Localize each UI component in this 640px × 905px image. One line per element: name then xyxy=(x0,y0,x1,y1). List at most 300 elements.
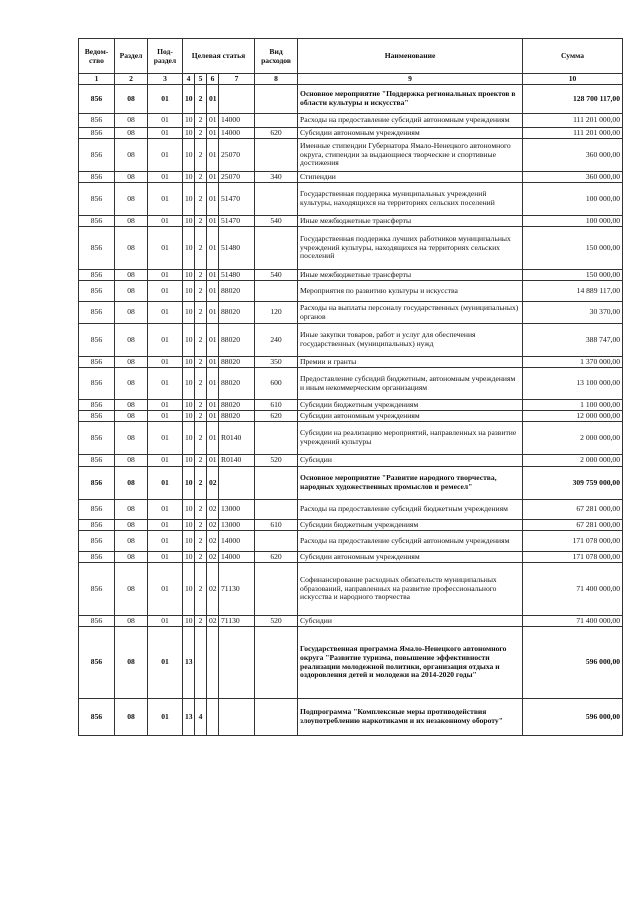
cell-target-program: 10 xyxy=(183,216,195,227)
cell-sum: 100 000,00 xyxy=(523,183,623,216)
cell-ved: 856 xyxy=(79,114,115,128)
cell-name: Иные межбюджетные трансферты xyxy=(298,216,523,227)
cell-name: Субсидии бюджетным учреждениям xyxy=(298,400,523,411)
cell-sum: 13 100 000,00 xyxy=(523,368,623,400)
cell-target-subprogram: 2 xyxy=(195,368,207,400)
cell-target-event: 01 xyxy=(207,357,219,368)
cell-podrazdel: 01 xyxy=(148,563,183,616)
cell-name: Субсидии xyxy=(298,616,523,627)
cell-target-code: 14000 xyxy=(219,552,255,563)
cell-target-program: 10 xyxy=(183,467,195,500)
cell-razdel: 08 xyxy=(115,627,148,699)
cell-ved: 856 xyxy=(79,324,115,357)
cell-target-subprogram: 2 xyxy=(195,616,207,627)
cell-razdel: 08 xyxy=(115,357,148,368)
cell-target-event: 01 xyxy=(207,411,219,422)
table-row xyxy=(79,500,623,520)
cell-podrazdel: 01 xyxy=(148,368,183,400)
cell-sum: 67 281 000,00 xyxy=(523,520,623,531)
cell-sum: 100 000,00 xyxy=(523,216,623,227)
table-row xyxy=(79,183,623,216)
cell-target-subprogram: 2 xyxy=(195,563,207,616)
cell-target-subprogram: 2 xyxy=(195,85,207,114)
header-podrazdel: Под-раздел xyxy=(148,39,183,74)
cell-name: Расходы на выплаты персоналу государственных (муниципальных) органов xyxy=(298,302,523,324)
cell-target-subprogram: 2 xyxy=(195,216,207,227)
cell-razdel: 08 xyxy=(115,128,148,139)
cell-vid xyxy=(255,422,298,455)
cell-sum: 1 370 000,00 xyxy=(523,357,623,368)
cell-podrazdel: 01 xyxy=(148,627,183,699)
cell-razdel: 08 xyxy=(115,552,148,563)
cell-target-event: 02 xyxy=(207,552,219,563)
cell-podrazdel: 01 xyxy=(148,183,183,216)
cell-target-event: 02 xyxy=(207,616,219,627)
cell-target-subprogram: 2 xyxy=(195,139,207,172)
cell-razdel: 08 xyxy=(115,563,148,616)
cell-sum: 596 000,00 xyxy=(523,699,623,736)
cell-target-code xyxy=(219,699,255,736)
cell-podrazdel: 01 xyxy=(148,699,183,736)
table-row xyxy=(79,627,623,699)
cell-ved: 856 xyxy=(79,552,115,563)
cell-target-program: 10 xyxy=(183,531,195,552)
table-row xyxy=(79,128,623,139)
cell-ved: 856 xyxy=(79,411,115,422)
header-row xyxy=(79,39,623,74)
header-target: Целевая статья xyxy=(183,39,255,74)
cell-sum: 67 281 000,00 xyxy=(523,500,623,520)
cell-target-subprogram xyxy=(195,627,207,699)
table-row xyxy=(79,520,623,531)
cell-vid xyxy=(255,114,298,128)
cell-target-program: 10 xyxy=(183,270,195,281)
cell-razdel: 08 xyxy=(115,114,148,128)
col-number: 5 xyxy=(195,74,207,85)
col-number: 7 xyxy=(219,74,255,85)
table-row xyxy=(79,531,623,552)
cell-target-code: 88020 xyxy=(219,368,255,400)
table-row xyxy=(79,411,623,422)
cell-target-code xyxy=(219,627,255,699)
cell-razdel: 08 xyxy=(115,411,148,422)
cell-podrazdel: 01 xyxy=(148,216,183,227)
cell-target-event: 01 xyxy=(207,281,219,302)
cell-target-subprogram: 2 xyxy=(195,467,207,500)
cell-target-code: 71130 xyxy=(219,563,255,616)
cell-name: Софинансирование расходных обязательств муниципальных образований, направленных на развитие профессионального искусства и народного творчества xyxy=(298,563,523,616)
table-row xyxy=(79,368,623,400)
cell-podrazdel: 01 xyxy=(148,467,183,500)
cell-podrazdel: 01 xyxy=(148,357,183,368)
cell-razdel: 08 xyxy=(115,216,148,227)
cell-razdel: 08 xyxy=(115,616,148,627)
cell-target-program: 10 xyxy=(183,357,195,368)
table-row xyxy=(79,552,623,563)
cell-ved: 856 xyxy=(79,368,115,400)
header-vid: Вид расходов xyxy=(255,39,298,74)
header-name: Наименование xyxy=(298,39,523,74)
cell-sum: 71 400 000,00 xyxy=(523,616,623,627)
cell-sum: 111 201 000,00 xyxy=(523,114,623,128)
cell-vid xyxy=(255,281,298,302)
cell-target-event xyxy=(207,699,219,736)
cell-name: Мероприятия по развитию культуры и искусства xyxy=(298,281,523,302)
cell-razdel: 08 xyxy=(115,281,148,302)
cell-vid: 600 xyxy=(255,368,298,400)
col-number: 2 xyxy=(115,74,148,85)
cell-target-code: 25070 xyxy=(219,139,255,172)
cell-target-program: 13 xyxy=(183,627,195,699)
cell-target-code: 14000 xyxy=(219,531,255,552)
cell-podrazdel: 01 xyxy=(148,422,183,455)
cell-target-subprogram: 2 xyxy=(195,520,207,531)
cell-target-code: 25070 xyxy=(219,172,255,183)
col-number: 9 xyxy=(298,74,523,85)
cell-razdel: 08 xyxy=(115,227,148,270)
table-row xyxy=(79,422,623,455)
table-row xyxy=(79,357,623,368)
cell-ved: 856 xyxy=(79,531,115,552)
cell-target-code xyxy=(219,85,255,114)
cell-sum: 1 100 000,00 xyxy=(523,400,623,411)
cell-name: Расходы на предоставление субсидий автономным учреждениям xyxy=(298,114,523,128)
table-row xyxy=(79,467,623,500)
cell-name: Предоставление субсидий бюджетным, автономным учреждениям и иным некоммерческим организациям xyxy=(298,368,523,400)
cell-target-code: R0140 xyxy=(219,455,255,467)
cell-target-event: 01 xyxy=(207,114,219,128)
table-row xyxy=(79,139,623,172)
cell-vid xyxy=(255,500,298,520)
cell-podrazdel: 01 xyxy=(148,281,183,302)
cell-target-subprogram: 2 xyxy=(195,183,207,216)
cell-ved: 856 xyxy=(79,616,115,627)
cell-target-program: 10 xyxy=(183,411,195,422)
cell-target-subprogram: 2 xyxy=(195,302,207,324)
cell-target-program: 10 xyxy=(183,563,195,616)
col-number: 4 xyxy=(183,74,195,85)
cell-target-event: 02 xyxy=(207,531,219,552)
cell-target-program: 10 xyxy=(183,616,195,627)
cell-name: Субсидии бюджетным учреждениям xyxy=(298,520,523,531)
cell-sum: 150 000,00 xyxy=(523,227,623,270)
cell-sum: 30 370,00 xyxy=(523,302,623,324)
cell-target-event: 01 xyxy=(207,139,219,172)
cell-ved: 856 xyxy=(79,400,115,411)
cell-podrazdel: 01 xyxy=(148,270,183,281)
cell-sum: 309 759 000,00 xyxy=(523,467,623,500)
cell-podrazdel: 01 xyxy=(148,324,183,357)
table-row xyxy=(79,455,623,467)
cell-name: Премии и гранты xyxy=(298,357,523,368)
cell-podrazdel: 01 xyxy=(148,455,183,467)
cell-ved: 856 xyxy=(79,455,115,467)
table-row xyxy=(79,227,623,270)
cell-name: Основное мероприятие "Поддержка региональных проектов в области культуры и искусства" xyxy=(298,85,523,114)
cell-name: Субсидии xyxy=(298,455,523,467)
cell-vid xyxy=(255,467,298,500)
cell-target-subprogram: 2 xyxy=(195,552,207,563)
cell-target-program: 10 xyxy=(183,302,195,324)
cell-ved: 856 xyxy=(79,281,115,302)
cell-ved: 856 xyxy=(79,216,115,227)
cell-target-code: 71130 xyxy=(219,616,255,627)
cell-target-program: 10 xyxy=(183,520,195,531)
cell-sum: 71 400 000,00 xyxy=(523,563,623,616)
cell-podrazdel: 01 xyxy=(148,400,183,411)
cell-name: Государственная программа Ямало-Ненецкого автономного округа "Развитие туризма, повышение эффективности реализации молодежной политики, организация отдыха и оздоровления детей и молодежи на 2014-2020 годы" xyxy=(298,627,523,699)
table-row xyxy=(79,85,623,114)
cell-name: Субсидии автономным учреждениям xyxy=(298,552,523,563)
cell-vid: 120 xyxy=(255,302,298,324)
cell-vid xyxy=(255,139,298,172)
table-row xyxy=(79,281,623,302)
cell-razdel: 08 xyxy=(115,183,148,216)
col-number: 10 xyxy=(523,74,623,85)
col-number: 8 xyxy=(255,74,298,85)
cell-podrazdel: 01 xyxy=(148,531,183,552)
cell-name: Расходы на предоставление субсидий автономным учреждениям xyxy=(298,531,523,552)
cell-razdel: 08 xyxy=(115,422,148,455)
cell-podrazdel: 01 xyxy=(148,114,183,128)
cell-podrazdel: 01 xyxy=(148,552,183,563)
cell-target-program: 10 xyxy=(183,400,195,411)
cell-ved: 856 xyxy=(79,500,115,520)
cell-target-program: 10 xyxy=(183,114,195,128)
cell-target-program: 10 xyxy=(183,500,195,520)
cell-name: Стипендии xyxy=(298,172,523,183)
cell-ved: 856 xyxy=(79,128,115,139)
cell-target-subprogram: 2 xyxy=(195,357,207,368)
cell-ved: 856 xyxy=(79,357,115,368)
cell-target-program: 10 xyxy=(183,324,195,357)
cell-target-code: 51470 xyxy=(219,183,255,216)
cell-sum: 171 078 000,00 xyxy=(523,552,623,563)
cell-target-event: 01 xyxy=(207,400,219,411)
header-sum: Сумма xyxy=(523,39,623,74)
table-row xyxy=(79,114,623,128)
cell-ved: 856 xyxy=(79,227,115,270)
col-number: 6 xyxy=(207,74,219,85)
cell-target-code: 14000 xyxy=(219,114,255,128)
cell-razdel: 08 xyxy=(115,172,148,183)
cell-sum: 360 000,00 xyxy=(523,172,623,183)
cell-razdel: 08 xyxy=(115,324,148,357)
cell-podrazdel: 01 xyxy=(148,302,183,324)
cell-name: Именные стипендии Губернатора Ямало-Ненецкого автономного округа, стипендии за выдающиеся творческие и спортивные достижения xyxy=(298,139,523,172)
cell-podrazdel: 01 xyxy=(148,411,183,422)
cell-target-event: 01 xyxy=(207,422,219,455)
cell-target-code: 88020 xyxy=(219,411,255,422)
cell-podrazdel: 01 xyxy=(148,500,183,520)
table-row xyxy=(79,270,623,281)
cell-podrazdel: 01 xyxy=(148,139,183,172)
cell-target-event: 01 xyxy=(207,368,219,400)
cell-ved: 856 xyxy=(79,302,115,324)
cell-name: Расходы на предоставление субсидий бюджетным учреждениям xyxy=(298,500,523,520)
cell-target-program: 10 xyxy=(183,128,195,139)
cell-ved: 856 xyxy=(79,699,115,736)
cell-sum: 388 747,00 xyxy=(523,324,623,357)
cell-ved: 856 xyxy=(79,563,115,616)
cell-vid: 520 xyxy=(255,455,298,467)
cell-vid: 610 xyxy=(255,400,298,411)
cell-target-subprogram: 2 xyxy=(195,500,207,520)
cell-target-program: 10 xyxy=(183,281,195,302)
cell-target-subprogram: 2 xyxy=(195,411,207,422)
cell-target-event: 02 xyxy=(207,500,219,520)
table-body xyxy=(79,85,623,736)
cell-target-code: 88020 xyxy=(219,281,255,302)
cell-target-event: 01 xyxy=(207,227,219,270)
table-row xyxy=(79,302,623,324)
cell-name: Субсидии на реализацию мероприятий, направленных на развитие учреждений культуры xyxy=(298,422,523,455)
cell-razdel: 08 xyxy=(115,455,148,467)
cell-target-event: 01 xyxy=(207,128,219,139)
cell-target-code: R0140 xyxy=(219,422,255,455)
cell-vid: 540 xyxy=(255,216,298,227)
cell-vid xyxy=(255,85,298,114)
cell-vid: 610 xyxy=(255,520,298,531)
col-number: 3 xyxy=(148,74,183,85)
cell-target-program: 10 xyxy=(183,183,195,216)
cell-podrazdel: 01 xyxy=(148,616,183,627)
cell-ved: 856 xyxy=(79,520,115,531)
cell-vid: 540 xyxy=(255,270,298,281)
cell-ved: 856 xyxy=(79,85,115,114)
cell-target-event: 01 xyxy=(207,183,219,216)
cell-vid: 350 xyxy=(255,357,298,368)
cell-target-event xyxy=(207,627,219,699)
cell-razdel: 08 xyxy=(115,531,148,552)
budget-table xyxy=(78,38,623,736)
cell-ved: 856 xyxy=(79,467,115,500)
cell-target-subprogram: 2 xyxy=(195,128,207,139)
cell-vid xyxy=(255,183,298,216)
cell-name: Иные межбюджетные трансферты xyxy=(298,270,523,281)
cell-podrazdel: 01 xyxy=(148,172,183,183)
cell-name: Основное мероприятие "Развитие народного творчества, народных художественных промыслов и ремесел" xyxy=(298,467,523,500)
table-row xyxy=(79,616,623,627)
cell-razdel: 08 xyxy=(115,139,148,172)
cell-sum: 12 000 000,00 xyxy=(523,411,623,422)
cell-target-subprogram: 2 xyxy=(195,227,207,270)
header-ved: Ведом-ство xyxy=(79,39,115,74)
cell-target-program: 10 xyxy=(183,422,195,455)
cell-name: Подпрограмма "Комплексные меры противодействия злоупотреблению наркотиками и их незаконному обороту" xyxy=(298,699,523,736)
cell-podrazdel: 01 xyxy=(148,520,183,531)
col-number: 1 xyxy=(79,74,115,85)
cell-sum: 128 700 117,00 xyxy=(523,85,623,114)
cell-sum: 111 201 000,00 xyxy=(523,128,623,139)
cell-podrazdel: 01 xyxy=(148,227,183,270)
cell-target-event: 01 xyxy=(207,455,219,467)
cell-razdel: 08 xyxy=(115,520,148,531)
cell-target-event: 02 xyxy=(207,467,219,500)
cell-target-code: 13000 xyxy=(219,500,255,520)
cell-razdel: 08 xyxy=(115,400,148,411)
cell-vid: 620 xyxy=(255,128,298,139)
cell-target-event: 01 xyxy=(207,172,219,183)
cell-target-code: 88020 xyxy=(219,400,255,411)
cell-target-program: 10 xyxy=(183,139,195,172)
cell-target-code: 88020 xyxy=(219,302,255,324)
cell-vid: 620 xyxy=(255,411,298,422)
cell-target-event: 01 xyxy=(207,85,219,114)
cell-ved: 856 xyxy=(79,270,115,281)
cell-vid xyxy=(255,627,298,699)
cell-vid: 520 xyxy=(255,616,298,627)
cell-target-event: 01 xyxy=(207,216,219,227)
cell-sum: 150 000,00 xyxy=(523,270,623,281)
table-row xyxy=(79,216,623,227)
cell-name: Государственная поддержка лучших работников муниципальных учреждений культуры, находящихся на территориях сельских поселений xyxy=(298,227,523,270)
cell-name: Государственная поддержка муниципальных учреждений культуры, находящихся на территориях сельских поселений xyxy=(298,183,523,216)
cell-target-program: 10 xyxy=(183,368,195,400)
cell-sum: 14 889 117,00 xyxy=(523,281,623,302)
cell-target-code: 51480 xyxy=(219,227,255,270)
cell-target-program: 10 xyxy=(183,552,195,563)
cell-sum: 596 000,00 xyxy=(523,627,623,699)
cell-target-code: 51470 xyxy=(219,216,255,227)
cell-target-code: 51480 xyxy=(219,270,255,281)
cell-razdel: 08 xyxy=(115,500,148,520)
cell-razdel: 08 xyxy=(115,85,148,114)
cell-razdel: 08 xyxy=(115,368,148,400)
cell-target-subprogram: 4 xyxy=(195,699,207,736)
header-razdel: Раздел xyxy=(115,39,148,74)
cell-vid xyxy=(255,227,298,270)
cell-podrazdel: 01 xyxy=(148,128,183,139)
table-row xyxy=(79,400,623,411)
cell-sum: 171 078 000,00 xyxy=(523,531,623,552)
cell-target-code: 14000 xyxy=(219,128,255,139)
cell-target-program: 10 xyxy=(183,455,195,467)
cell-target-code: 88020 xyxy=(219,357,255,368)
cell-vid xyxy=(255,563,298,616)
cell-vid: 620 xyxy=(255,552,298,563)
cell-target-subprogram: 2 xyxy=(195,422,207,455)
cell-name: Иные закупки товаров, работ и услуг для обеспечения государственных (муниципальных) нужд xyxy=(298,324,523,357)
cell-podrazdel: 01 xyxy=(148,85,183,114)
cell-sum: 2 000 000,00 xyxy=(523,422,623,455)
cell-ved: 856 xyxy=(79,183,115,216)
cell-vid xyxy=(255,531,298,552)
table-row xyxy=(79,172,623,183)
cell-target-subprogram: 2 xyxy=(195,324,207,357)
cell-target-code xyxy=(219,467,255,500)
cell-name: Субсидии автономным учреждениям xyxy=(298,411,523,422)
cell-razdel: 08 xyxy=(115,699,148,736)
cell-razdel: 08 xyxy=(115,467,148,500)
cell-vid: 340 xyxy=(255,172,298,183)
cell-target-subprogram: 2 xyxy=(195,531,207,552)
cell-target-code: 88020 xyxy=(219,324,255,357)
cell-target-program: 13 xyxy=(183,699,195,736)
cell-ved: 856 xyxy=(79,139,115,172)
cell-target-event: 01 xyxy=(207,270,219,281)
cell-target-event: 01 xyxy=(207,324,219,357)
cell-name: Субсидии автономным учреждениям xyxy=(298,128,523,139)
cell-sum: 2 000 000,00 xyxy=(523,455,623,467)
column-number-row xyxy=(79,74,623,85)
cell-target-event: 02 xyxy=(207,520,219,531)
cell-ved: 856 xyxy=(79,172,115,183)
cell-target-program: 10 xyxy=(183,227,195,270)
cell-target-subprogram: 2 xyxy=(195,455,207,467)
cell-ved: 856 xyxy=(79,627,115,699)
cell-target-subprogram: 2 xyxy=(195,281,207,302)
